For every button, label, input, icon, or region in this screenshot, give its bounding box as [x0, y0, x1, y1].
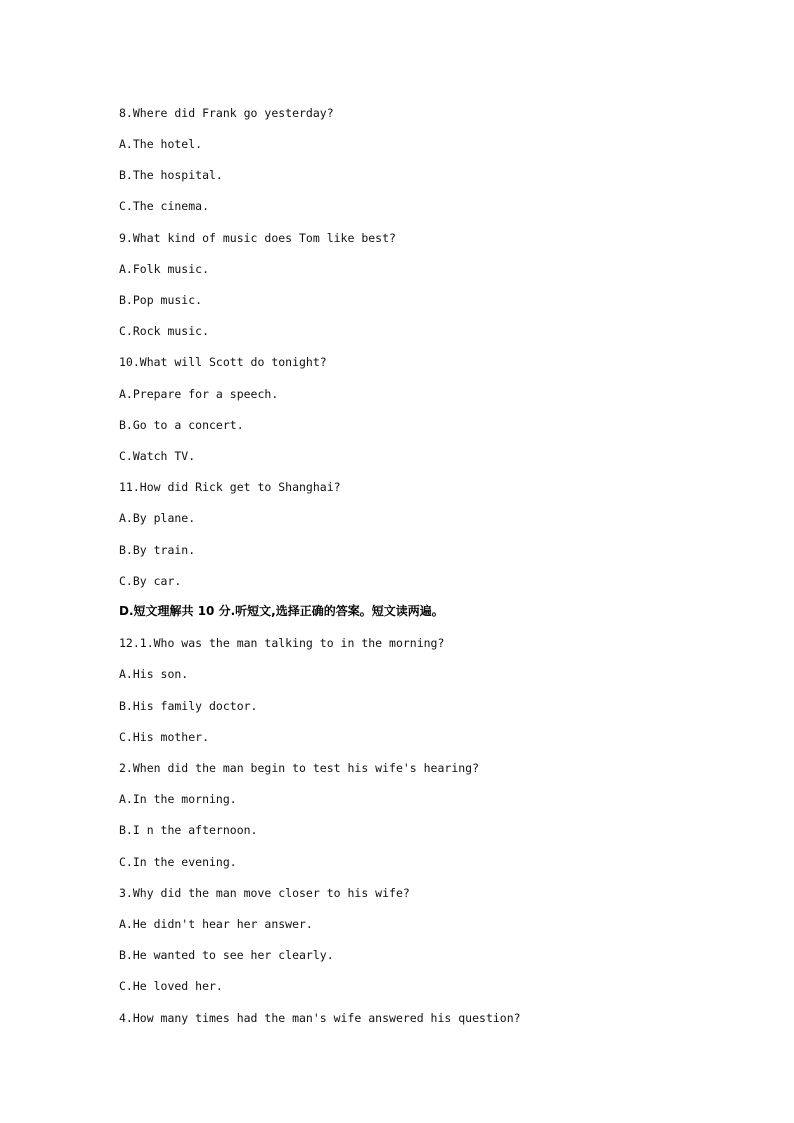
option-9c: C.Rock music.	[119, 324, 210, 338]
question-12-2: 2.When did the man begin to test his wife's hearing?	[119, 761, 480, 775]
option-11c: C.By car.	[119, 574, 182, 588]
option-8a: A.The hotel.	[119, 137, 203, 151]
option-12-3a: A.He didn't hear her answer.	[119, 917, 313, 931]
option-10a: A.Prepare for a speech.	[119, 387, 279, 401]
option-11b: B.By train.	[119, 543, 196, 557]
option-10b: B.Go to a concert.	[119, 418, 244, 432]
question-9: 9.What kind of music does Tom like best?	[119, 231, 396, 245]
option-12-3c: C.He loved her.	[119, 979, 223, 993]
option-9a: A.Folk music.	[119, 262, 210, 276]
option-10c: C.Watch TV.	[119, 449, 196, 463]
question-12-4: 4.How many times had the man's wife answered his question?	[119, 1011, 521, 1025]
option-12-2b: B.I n the afternoon.	[119, 823, 258, 837]
option-12-3b: B.He wanted to see her clearly.	[119, 948, 334, 962]
option-12-1b: B.His family doctor.	[119, 699, 258, 713]
option-11a: A.By plane.	[119, 511, 196, 525]
option-12-2c: C.In the evening.	[119, 855, 237, 869]
question-11: 11.How did Rick get to Shanghai?	[119, 480, 341, 494]
option-12-1c: C.His mother.	[119, 730, 210, 744]
option-12-1a: A.His son.	[119, 667, 189, 681]
option-12-2a: A.In the morning.	[119, 792, 237, 806]
option-8b: B.The hospital.	[119, 168, 223, 182]
question-12-3: 3.Why did the man move closer to his wife?	[119, 886, 410, 900]
question-8: 8.Where did Frank go yesterday?	[119, 106, 334, 120]
question-10: 10.What will Scott do tonight?	[119, 355, 327, 369]
question-12-1: 12.1.Who was the man talking to in the morning?	[119, 636, 445, 650]
option-9b: B.Pop music.	[119, 293, 203, 307]
option-8c: C.The cinema.	[119, 199, 210, 213]
section-d-heading: D.短文理解共 10 分.听短文,选择正确的答案。短文读两遍。	[119, 604, 444, 618]
